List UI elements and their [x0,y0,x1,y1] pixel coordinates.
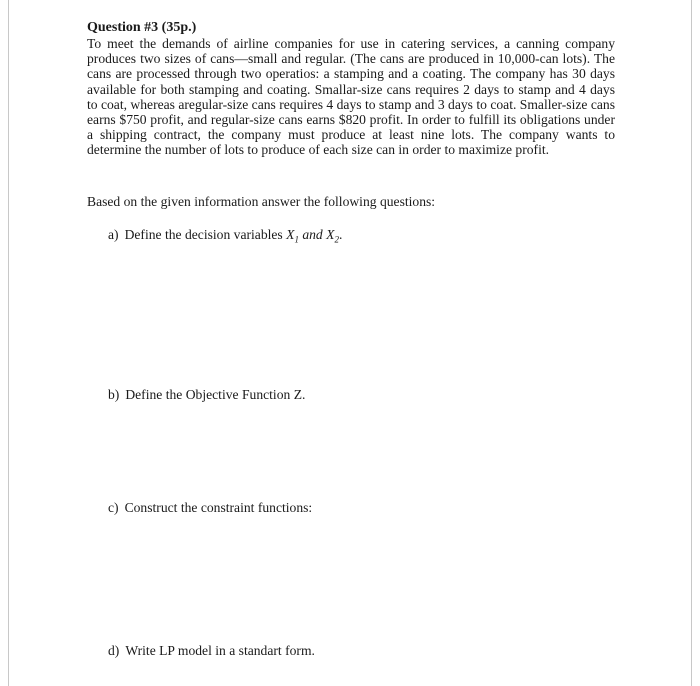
part-a-and: and [298,227,327,242]
part-d-letter: d) [108,643,120,658]
variable-x2-subscript: 2 [334,234,339,245]
part-c-text: Construct the constraint functions: [124,500,313,515]
question-block [87,20,615,158]
question-body: To meet the demands of airline companies for use in catering services, a canning company produces two sizes of cans—small and regular. (The cans are produced in 10,000-can lots). The cans are processed through two operatios: a stamping and a coating. The company has 30 days available for both stamping and coating. Smallar-size cans requires 2 days to stamp and 4 days to coat, whereas aregular-size cans requires 4 days to stamp and 3 days to coat. Smaller-size cans earns $750 profit, and regular-size cans earns $820 profit. In order to fulfill its obligations under a shipping contract, the company must produce at least nine lots. The company wants to determine the number of lots to produce of each size can in order to maximize profit. [87,36,615,158]
variable-x1-subscript: 1 [294,234,299,245]
variable-x2: X [326,227,335,242]
part-a-letter: a) [108,227,119,242]
page-right-edge [691,0,692,686]
part-b-letter: b) [108,387,120,402]
instructions-text: Based on the given information answer the following questions: [87,194,436,209]
part-a-text: Define the decision variables [124,227,287,242]
part-a [108,227,342,245]
part-d-text: Write LP model in a standart form. [125,643,315,658]
question-title: Question #3 (35p.) [87,20,197,35]
part-a-end: . [338,227,343,242]
part-c-letter: c) [108,500,119,515]
variable-x1: X [286,227,295,242]
page-left-edge [8,0,9,686]
part-b-text: Define the Objective Function Z. [125,387,306,402]
part-c [108,500,312,516]
part-b [108,387,305,403]
part-d [108,643,315,659]
